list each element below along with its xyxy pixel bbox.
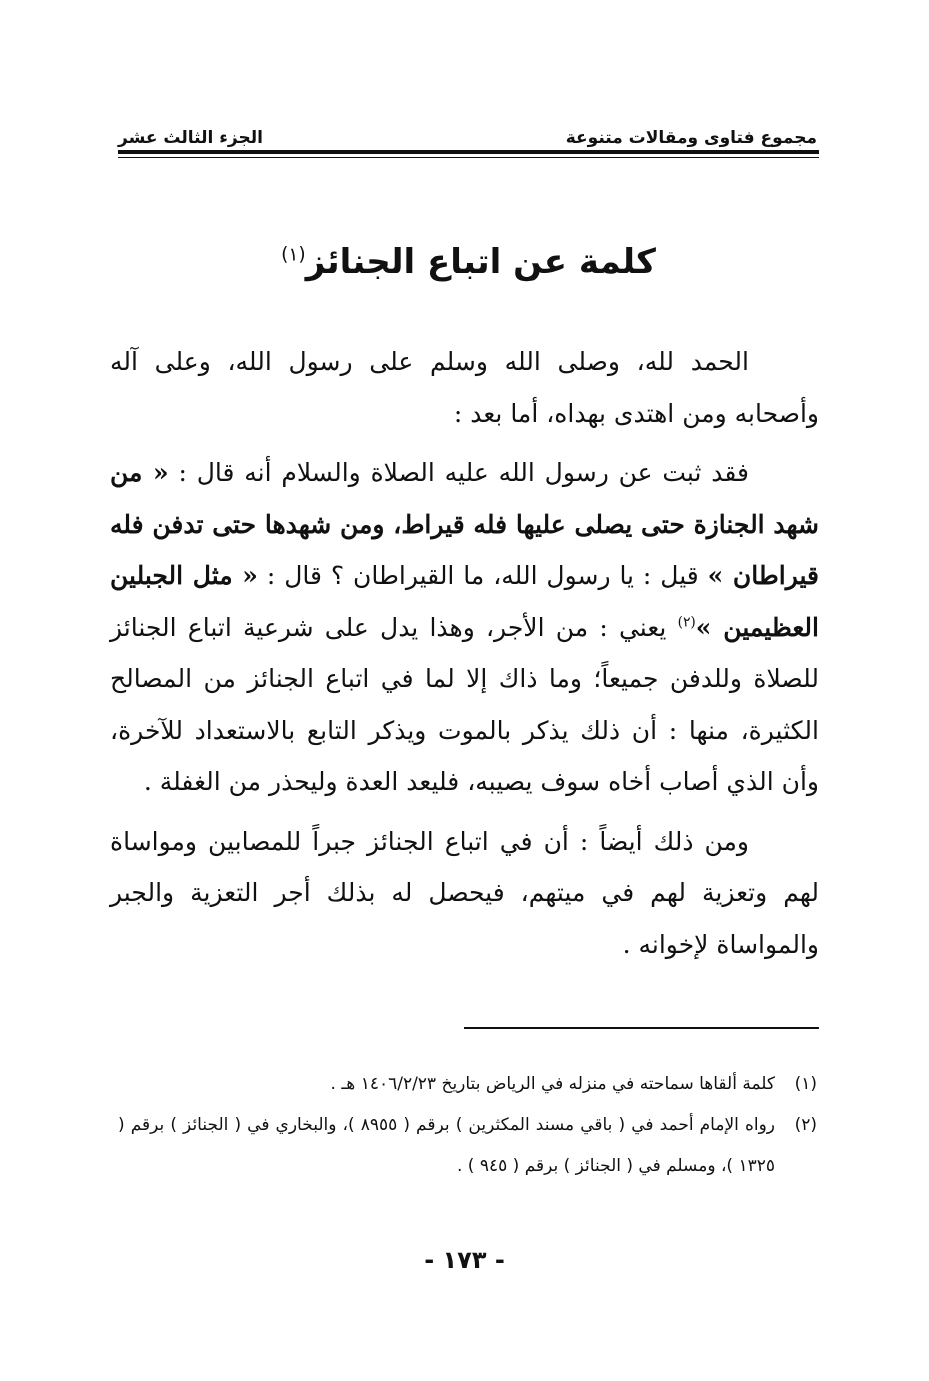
volume-label: الجزء الثالث عشر [118, 128, 263, 148]
hadith-quote: « من شهد الجنازة حتى يصلى عليها فله قيراط، ومن شهدها حتى تدفن فله قيراطان » [110, 458, 820, 590]
footnote-item [118, 1105, 817, 1187]
question-text: قيل : يا رسول الله، ما القيراطان ؟ قال : [266, 561, 699, 590]
footnote-text: رواه الإمام أحمد في ( باقي مسند المكثرين ) برقم ( ٨٩٥٥ )، والبخاري في ( الجنائز ) برقم ( ١٣٢٥ )، ومسلم في ( الجنائز ) برقم ( ٩٤٥ ) . [118, 1115, 776, 1176]
footnote-ref-2[interactable]: (٢) [677, 614, 696, 631]
paragraph-2 [110, 447, 819, 808]
article-title [118, 232, 819, 292]
footnote-text: كلمة ألقاها سماحته في منزله في الرياض بتاريخ ١٤٠٦/٢/٢٣ هـ . [330, 1074, 775, 1094]
footnote-ref-1[interactable]: (١) [281, 244, 306, 266]
hadith-answer: « مثل الجبلين العظيمين » [110, 561, 819, 642]
footnote-number: (١) [794, 1074, 817, 1094]
footnote-divider [464, 1027, 819, 1029]
footnote-item [118, 1064, 817, 1105]
paragraph-3: ومن ذلك أيضاً : أن في اتباع الجنائز جبراً للمصابين ومواساة لهم وتعزية لهم في ميتهم، فيحصل له بذلك أجر التعزية والجبر والمواساة لإخوانه . [110, 826, 819, 959]
article-title-text: كلمة عن اتباع الجنائز [305, 242, 656, 282]
paragraph-1: الحمد لله، وصلى الله وسلم على رسول الله، وعلى آله وأصحابه ومن اهتدى بهداه، أما بعد : [110, 347, 819, 428]
page-number: - ١٧٣ - [424, 1246, 505, 1274]
header-rule [118, 150, 819, 154]
running-header [118, 118, 817, 148]
article-body [110, 336, 819, 970]
header-rule-thin [118, 157, 819, 158]
paragraph-2-rest: يعني : من الأجر، وهذا يدل على شرعية اتباع الجنائز للصلاة وللدفن جميعاً؛ وما ذاك إلا لما في اتباع الجنائز من المصالح الكثيرة، منها : أن ذلك يذكر بالموت ويذكر التابع بالاستعداد للآخرة، وأن الذي أصاب أخاه سوف يصيبه، فليعد العدة وليحذر من الغفلة . [110, 612, 819, 796]
footnotes [118, 1064, 817, 1187]
paragraph-2-intro: فقد ثبت عن رسول الله عليه الصلاة والسلام أنه قال : [178, 458, 749, 487]
footnote-number: (٢) [794, 1115, 817, 1135]
book-title: مجموع فتاوى ومقالات متنوعة [565, 128, 817, 148]
